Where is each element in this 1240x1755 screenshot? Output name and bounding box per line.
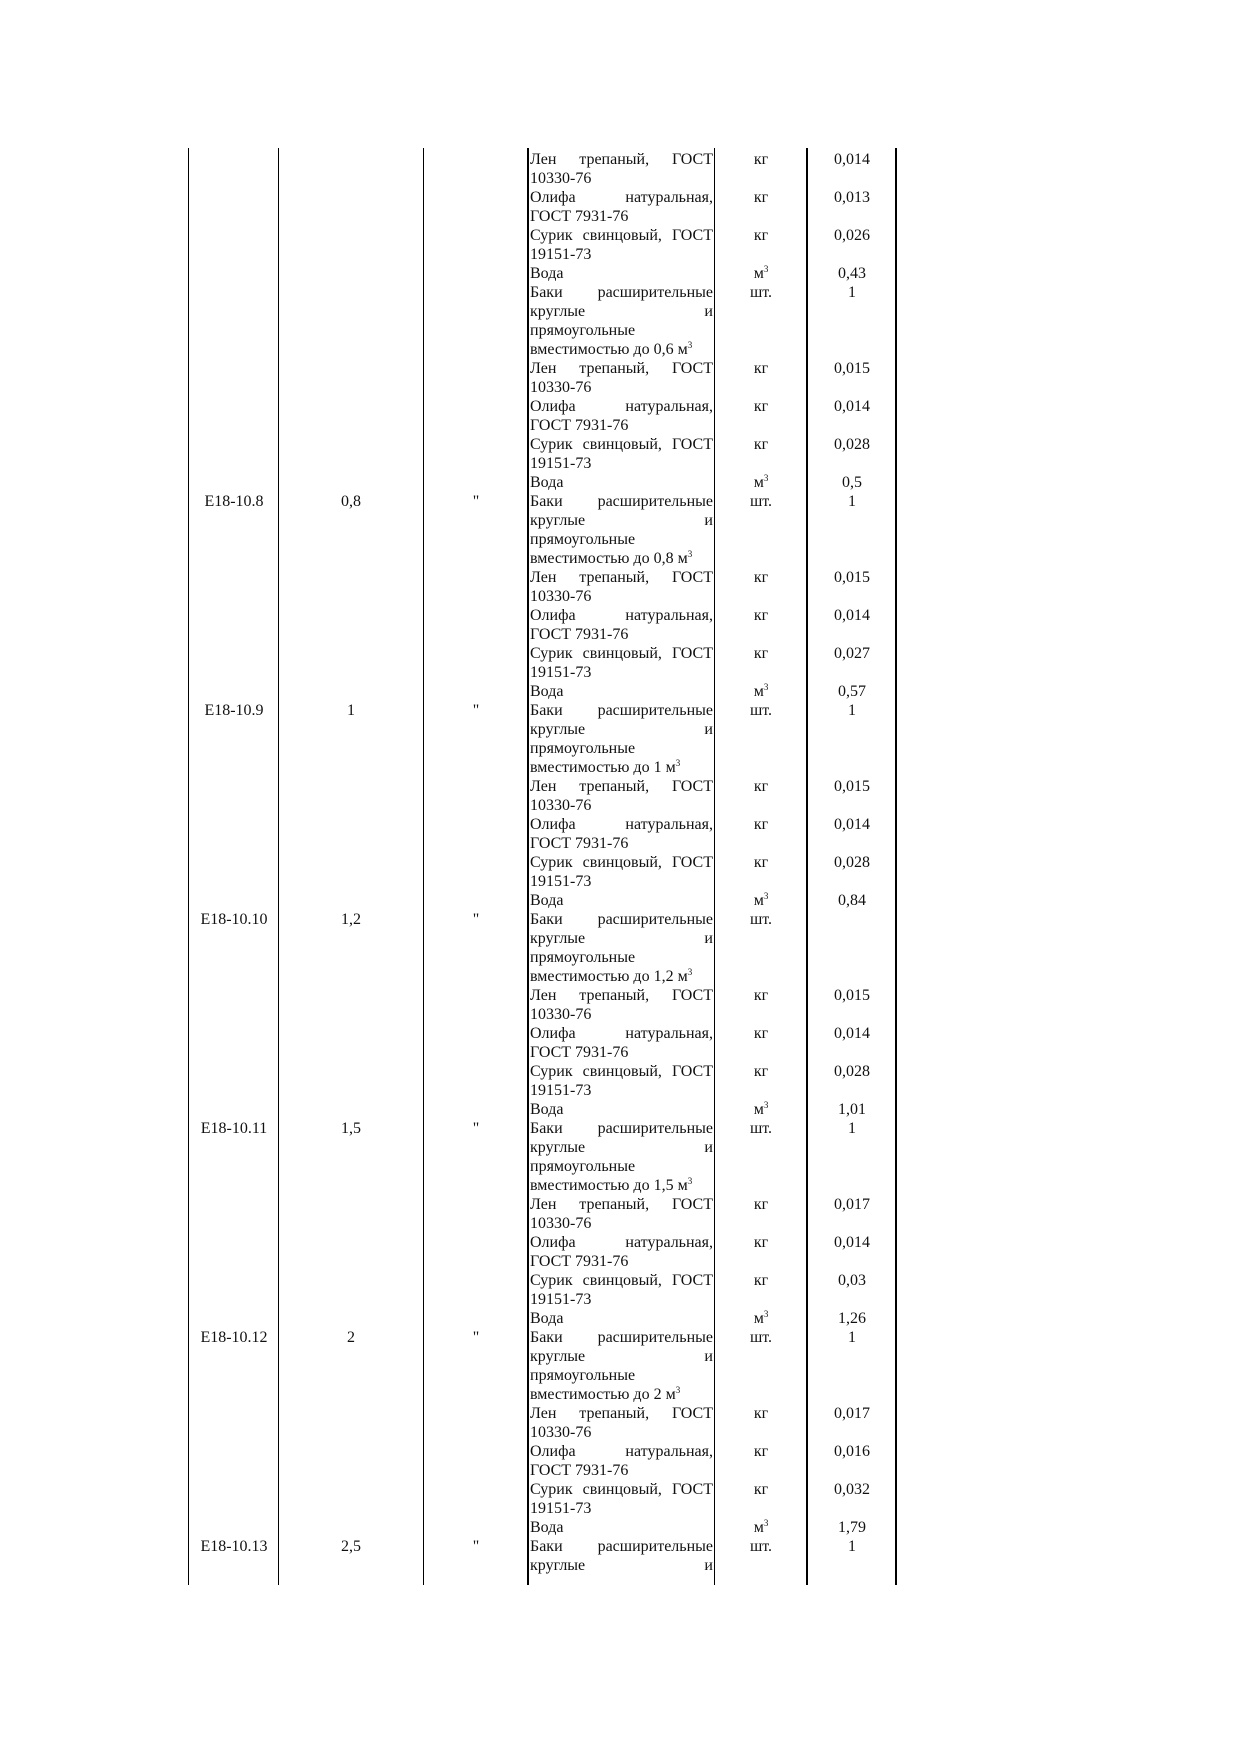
material-name: ГОСТ 7931-76 xyxy=(530,1044,629,1061)
unit-value: кг xyxy=(753,645,769,662)
material-name: Вода xyxy=(530,265,564,282)
table-row xyxy=(0,682,1240,701)
table-row xyxy=(0,1309,1240,1328)
material-name: Лен трепаный, ГОСТ xyxy=(530,151,713,168)
material-name: прямоугольные xyxy=(530,1158,636,1175)
material-name: 10330-76 xyxy=(530,170,592,187)
material-name-superscript: 3 xyxy=(687,340,693,350)
quantity-value: 0,028 xyxy=(834,854,870,871)
table-row xyxy=(0,1556,1240,1575)
quantity-value: 1,26 xyxy=(838,1310,866,1327)
material-name: 19151-73 xyxy=(530,246,592,263)
material-name: 10330-76 xyxy=(530,1006,592,1023)
item-code: Е18-10.11 xyxy=(200,1120,268,1137)
table-row xyxy=(0,245,1240,264)
material-name: ГОСТ 7931-76 xyxy=(530,1253,629,1270)
material-name: 19151-73 xyxy=(530,1082,592,1099)
unit-value-superscript: 3 xyxy=(763,264,769,274)
quantity-value: 1 xyxy=(848,493,856,510)
quantity-value: 0,014 xyxy=(834,816,870,833)
material-name: Баки расширительные xyxy=(530,284,713,301)
table-row xyxy=(0,188,1240,207)
material-name: Вода xyxy=(530,1519,564,1536)
unit-value: кг xyxy=(753,607,769,624)
material-name: Олифа натуральная, xyxy=(530,1025,713,1042)
table-row xyxy=(0,207,1240,226)
ditto-mark: " xyxy=(472,1329,480,1346)
volume-value: 1,2 xyxy=(341,911,361,928)
table-row xyxy=(0,1537,1240,1556)
volume-value: 0,8 xyxy=(341,493,361,510)
material-name: Олифа натуральная, xyxy=(530,607,713,624)
material-name: круглые и xyxy=(530,930,713,947)
unit-value: кг xyxy=(753,436,769,453)
unit-value: кг xyxy=(753,360,769,377)
item-code: Е18-10.9 xyxy=(204,702,264,719)
quantity-value: 0,027 xyxy=(834,645,870,662)
material-name: Лен трепаный, ГОСТ xyxy=(530,987,713,1004)
quantity-value: 0,43 xyxy=(838,265,866,282)
ditto-mark: " xyxy=(472,702,480,719)
table-row xyxy=(0,1518,1240,1537)
material-name: Лен трепаный, ГОСТ xyxy=(530,1405,713,1422)
unit-value-superscript: 3 xyxy=(763,682,769,692)
ditto-mark: " xyxy=(472,1538,480,1555)
table-row xyxy=(0,1423,1240,1442)
item-code: Е18-10.8 xyxy=(204,493,264,510)
material-name-superscript: 3 xyxy=(687,1176,693,1186)
unit-value: шт. xyxy=(749,911,773,928)
quantity-value: 0,014 xyxy=(834,398,870,415)
table-row xyxy=(0,435,1240,454)
unit-value: кг xyxy=(753,398,769,415)
unit-value-superscript: 3 xyxy=(763,1518,769,1528)
material-name: Олифа натуральная, xyxy=(530,398,713,415)
material-name: круглые и xyxy=(530,1557,713,1574)
table-row xyxy=(0,1214,1240,1233)
quantity-value: 0,017 xyxy=(834,1196,870,1213)
unit-value: шт. xyxy=(749,1120,773,1137)
quantity-value: 0,84 xyxy=(838,892,866,909)
quantity-value xyxy=(808,910,896,929)
table-row xyxy=(0,169,1240,188)
quantity-value: 0,015 xyxy=(834,987,870,1004)
material-name: Вода xyxy=(530,474,564,491)
ditto-mark: " xyxy=(472,911,480,928)
material-name: ГОСТ 7931-76 xyxy=(530,208,629,225)
table-row xyxy=(0,568,1240,587)
item-code: Е18-10.12 xyxy=(200,1329,268,1346)
unit-value: кг xyxy=(753,1405,769,1422)
table-row xyxy=(0,986,1240,1005)
table-row xyxy=(0,1062,1240,1081)
unit-value-superscript: 3 xyxy=(763,1100,769,1110)
material-name: круглые и xyxy=(530,721,713,738)
table-row xyxy=(0,416,1240,435)
table-row xyxy=(0,1271,1240,1290)
material-name: Вода xyxy=(530,1310,564,1327)
material-name: Олифа натуральная, xyxy=(530,1443,713,1460)
material-name: 19151-73 xyxy=(530,873,592,890)
table-row xyxy=(0,1005,1240,1024)
material-name: вместимостью до 0,6 $м^3$ xyxy=(530,340,693,358)
unit-value: $м^3$ xyxy=(753,891,769,909)
quantity-value: 1 xyxy=(848,702,856,719)
table-row xyxy=(0,1081,1240,1100)
table-row xyxy=(0,264,1240,283)
quantity-value: 0,014 xyxy=(834,1234,870,1251)
material-name: Олифа натуральная, xyxy=(530,189,713,206)
table-row xyxy=(0,1404,1240,1423)
table-row xyxy=(0,815,1240,834)
table-row xyxy=(0,834,1240,853)
table-row xyxy=(0,720,1240,739)
unit-value: шт. xyxy=(749,493,773,510)
table-row xyxy=(0,777,1240,796)
unit-value: кг xyxy=(753,1234,769,1251)
material-name: круглые и xyxy=(530,303,713,320)
material-name: ГОСТ 7931-76 xyxy=(530,626,629,643)
table-row xyxy=(0,587,1240,606)
table-row xyxy=(0,454,1240,473)
table-row xyxy=(0,226,1240,245)
material-name: ГОСТ 7931-76 xyxy=(530,417,629,434)
material-name: 19151-73 xyxy=(530,1500,592,1517)
material-name: Баки расширительные xyxy=(530,702,713,719)
material-name: Баки расширительные xyxy=(530,1120,713,1137)
material-name: вместимостью до 0,8 $м^3$ xyxy=(530,549,693,567)
unit-value: кг xyxy=(753,1481,769,1498)
material-name: Сурик свинцовый, ГОСТ xyxy=(530,436,713,453)
unit-value: кг xyxy=(753,987,769,1004)
material-name: Лен трепаный, ГОСТ xyxy=(530,360,713,377)
quantity-value: 1,79 xyxy=(838,1519,866,1536)
quantity-value: 0,028 xyxy=(834,436,870,453)
table-row xyxy=(0,929,1240,948)
material-name: круглые и xyxy=(530,512,713,529)
material-name: прямоугольные xyxy=(530,1367,636,1384)
quantity-value: 0,015 xyxy=(834,360,870,377)
material-name: 10330-76 xyxy=(530,1215,592,1232)
material-name: Вода xyxy=(530,892,564,909)
quantity-value: 1 xyxy=(848,1120,856,1137)
quantity-value: 0,017 xyxy=(834,1405,870,1422)
quantity-value: 1 xyxy=(848,284,856,301)
material-name: Олифа натуральная, xyxy=(530,816,713,833)
unit-value: кг xyxy=(753,1443,769,1460)
material-name: прямоугольные xyxy=(530,531,636,548)
quantity-value: 0,57 xyxy=(838,683,866,700)
quantity-value: 0,03 xyxy=(838,1272,866,1289)
material-name: 10330-76 xyxy=(530,379,592,396)
quantity-value: 0,015 xyxy=(834,569,870,586)
material-name: Сурик свинцовый, ГОСТ xyxy=(530,1063,713,1080)
table-row xyxy=(0,663,1240,682)
material-name: Сурик свинцовый, ГОСТ xyxy=(530,1272,713,1289)
table-row xyxy=(0,397,1240,416)
quantity-value: 1,01 xyxy=(838,1101,866,1118)
table-row xyxy=(0,302,1240,321)
table-row xyxy=(0,321,1240,340)
material-name: Лен трепаный, ГОСТ xyxy=(530,1196,713,1213)
table-row xyxy=(0,891,1240,910)
table-row xyxy=(0,378,1240,397)
ditto-mark: " xyxy=(472,1120,480,1137)
quantity-value: 0,015 xyxy=(834,778,870,795)
material-name-superscript: 3 xyxy=(675,1385,681,1395)
table-row xyxy=(0,1157,1240,1176)
table-row xyxy=(0,1480,1240,1499)
material-name: круглые и xyxy=(530,1348,713,1365)
material-name: вместимостью до 1,2 $м^3$ xyxy=(530,967,693,985)
material-name: 19151-73 xyxy=(530,664,592,681)
table-row xyxy=(0,1366,1240,1385)
table-row xyxy=(0,739,1240,758)
material-name: ГОСТ 7931-76 xyxy=(530,835,629,852)
table-row xyxy=(0,872,1240,891)
unit-value: $м^3$ xyxy=(753,682,769,700)
table-row xyxy=(0,1043,1240,1062)
table-row xyxy=(0,758,1240,777)
unit-value: кг xyxy=(753,1272,769,1289)
table-row xyxy=(0,1195,1240,1214)
unit-value: кг xyxy=(753,778,769,795)
table-row xyxy=(0,1499,1240,1518)
unit-value: $м^3$ xyxy=(753,1518,769,1536)
material-name: Сурик свинцовый, ГОСТ xyxy=(530,854,713,871)
quantity-value: 1 xyxy=(848,1329,856,1346)
material-name: вместимостью до 1,5 $м^3$ xyxy=(530,1176,693,1194)
table-row xyxy=(0,1461,1240,1480)
quantity-value: 0,016 xyxy=(834,1443,870,1460)
material-name: Баки расширительные xyxy=(530,1538,713,1555)
table-row xyxy=(0,1119,1240,1138)
volume-value xyxy=(279,283,423,302)
material-name: прямоугольные xyxy=(530,949,636,966)
quantity-value: 0,032 xyxy=(834,1481,870,1498)
unit-value: шт. xyxy=(749,702,773,719)
quantity-value: 0,5 xyxy=(842,474,862,491)
table-row xyxy=(0,549,1240,568)
table-row xyxy=(0,1347,1240,1366)
material-name: круглые и xyxy=(530,1139,713,1156)
table-row xyxy=(0,644,1240,663)
material-name-superscript: 3 xyxy=(687,549,693,559)
item-code: Е18-10.13 xyxy=(200,1538,268,1555)
material-name: прямоугольные xyxy=(530,740,636,757)
unit-value: $м^3$ xyxy=(753,473,769,491)
unit-value: кг xyxy=(753,227,769,244)
unit-value: шт. xyxy=(749,284,773,301)
unit-value: кг xyxy=(753,854,769,871)
quantity-value: 0,026 xyxy=(834,227,870,244)
table-row xyxy=(0,492,1240,511)
quantity-value: 0,028 xyxy=(834,1063,870,1080)
material-name: Сурик свинцовый, ГОСТ xyxy=(530,645,713,662)
unit-value: кг xyxy=(753,151,769,168)
quantity-value: 0,013 xyxy=(834,189,870,206)
unit-value: кг xyxy=(753,1196,769,1213)
table-row xyxy=(0,967,1240,986)
table-row xyxy=(0,1290,1240,1309)
unit-value-superscript: 3 xyxy=(763,891,769,901)
table-row xyxy=(0,1252,1240,1271)
table-row xyxy=(0,1328,1240,1347)
table-row xyxy=(0,150,1240,169)
table-row xyxy=(0,910,1240,929)
material-name: Сурик свинцовый, ГОСТ xyxy=(530,1481,713,1498)
table-row xyxy=(0,473,1240,492)
unit-value: $м^3$ xyxy=(753,1309,769,1327)
table-row xyxy=(0,511,1240,530)
unit-value: кг xyxy=(753,816,769,833)
material-name: 10330-76 xyxy=(530,588,592,605)
material-name: 10330-76 xyxy=(530,797,592,814)
material-name: вместимостью до 2 $м^3$ xyxy=(530,1385,681,1403)
quantity-value: 0,014 xyxy=(834,151,870,168)
table-row xyxy=(0,796,1240,815)
material-name: прямоугольные xyxy=(530,322,636,339)
table-row xyxy=(0,625,1240,644)
table-row xyxy=(0,1024,1240,1043)
unit-value: шт. xyxy=(749,1538,773,1555)
material-name: 19151-73 xyxy=(530,1291,592,1308)
item-code: Е18-10.10 xyxy=(200,911,268,928)
material-name: Сурик свинцовый, ГОСТ xyxy=(530,227,713,244)
material-name: Вода xyxy=(530,1101,564,1118)
unit-value: кг xyxy=(753,569,769,586)
material-name: вместимостью до 1 $м^3$ xyxy=(530,758,681,776)
ditto-mark: " xyxy=(472,493,480,510)
quantity-value: 0,014 xyxy=(834,1025,870,1042)
unit-value: $м^3$ xyxy=(753,1100,769,1118)
material-name: Олифа натуральная, xyxy=(530,1234,713,1251)
material-name: 10330-76 xyxy=(530,1424,592,1441)
table-row xyxy=(0,1138,1240,1157)
quantity-value: 1 xyxy=(848,1538,856,1555)
material-name: Баки расширительные xyxy=(530,1329,713,1346)
material-name: Баки расширительные xyxy=(530,493,713,510)
table-row xyxy=(0,606,1240,625)
unit-value: $м^3$ xyxy=(753,264,769,282)
material-name: Лен трепаный, ГОСТ xyxy=(530,569,713,586)
unit-value: кг xyxy=(753,1063,769,1080)
unit-value: кг xyxy=(753,189,769,206)
table-row xyxy=(0,1100,1240,1119)
ditto-mark xyxy=(424,283,528,302)
volume-value: 2,5 xyxy=(341,1538,361,1555)
material-name: 19151-73 xyxy=(530,455,592,472)
table-row xyxy=(0,853,1240,872)
volume-value: 1 xyxy=(347,702,355,719)
material-name-superscript: 3 xyxy=(687,967,693,977)
item-code xyxy=(190,283,278,302)
table-row xyxy=(0,283,1240,302)
material-name: Лен трепаный, ГОСТ xyxy=(530,778,713,795)
table-row xyxy=(0,530,1240,549)
table-row xyxy=(0,340,1240,359)
table-row xyxy=(0,1442,1240,1461)
material-name-superscript: 3 xyxy=(675,758,681,768)
volume-value: 2 xyxy=(347,1329,355,1346)
table-row xyxy=(0,1385,1240,1404)
unit-value: шт. xyxy=(749,1329,773,1346)
table-row xyxy=(0,701,1240,720)
volume-value: 1,5 xyxy=(341,1120,361,1137)
material-name: ГОСТ 7931-76 xyxy=(530,1462,629,1479)
unit-value-superscript: 3 xyxy=(763,1309,769,1319)
material-name: Баки расширительные xyxy=(530,911,713,928)
table-row xyxy=(0,948,1240,967)
unit-value: кг xyxy=(753,1025,769,1042)
table-row xyxy=(0,359,1240,378)
table-row xyxy=(0,1233,1240,1252)
quantity-value: 0,014 xyxy=(834,607,870,624)
table-row xyxy=(0,1176,1240,1195)
unit-value-superscript: 3 xyxy=(763,473,769,483)
material-name: Вода xyxy=(530,683,564,700)
